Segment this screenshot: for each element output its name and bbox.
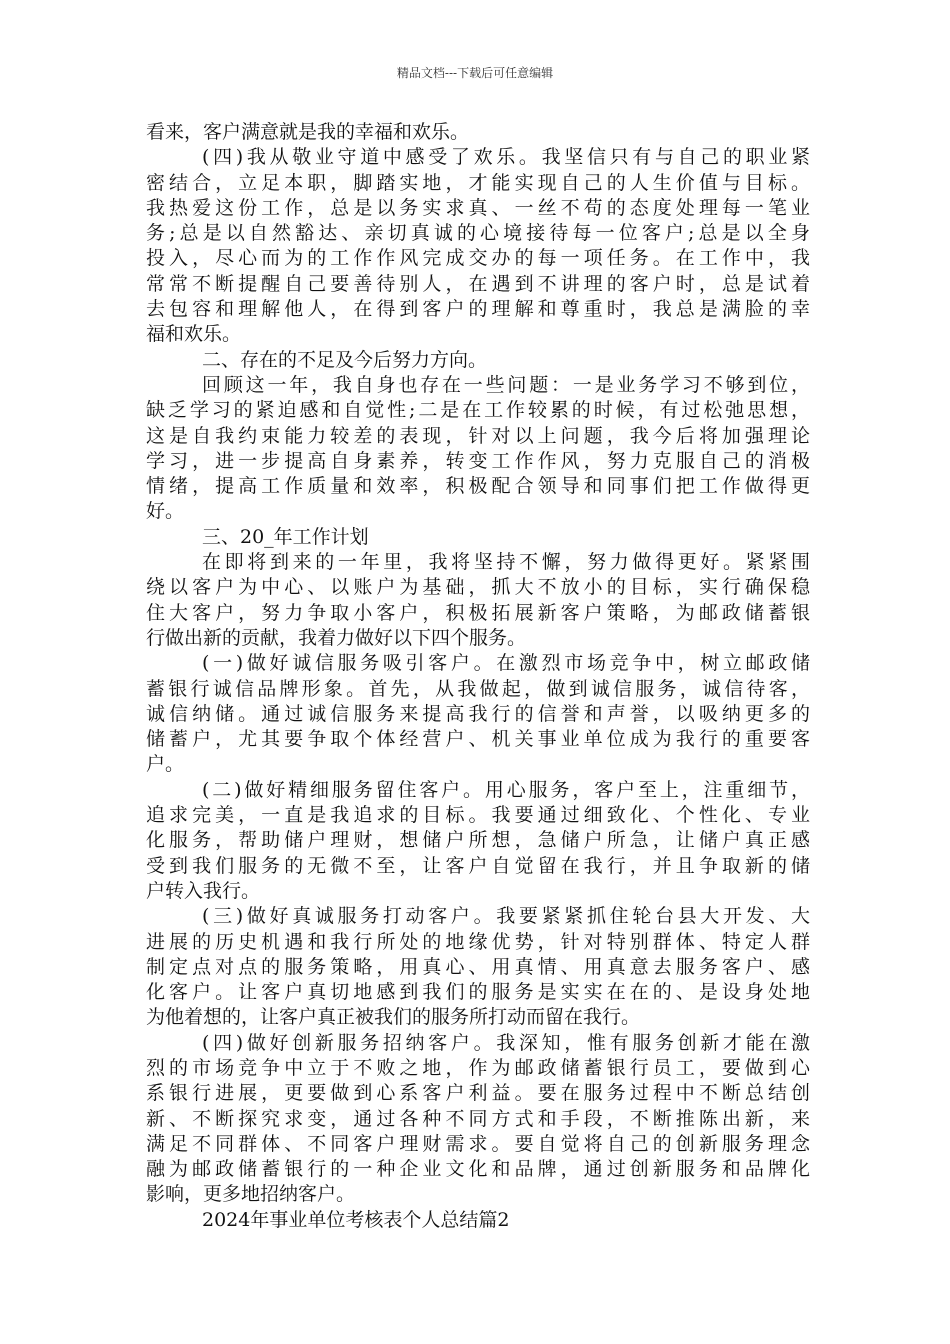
text-line: 户。 xyxy=(146,753,185,776)
text-line: 看来，客户满意就是我的幸福和欢乐。 xyxy=(146,121,470,143)
text-line: 绕以客户为中心、以账户为基础，抓大不放小的目标，实行确保稳 xyxy=(146,576,810,599)
text-line: 行做出新的贡献，我着力做好以下四个服务。 xyxy=(146,626,527,649)
document-body xyxy=(146,120,810,1233)
text-line: 二、存在的不足及今后努力方向。 xyxy=(202,348,488,371)
text-line: (一)做好诚信服务吸引客户。在激烈市场竞争中，树立邮政储 xyxy=(202,652,810,675)
text-line: (四)做好创新服务招纳客户。我深知，惟有服务创新才能在激 xyxy=(202,1031,810,1054)
text-line: 常常不断提醒自己要善待别人，在遇到不讲理的客户时，总是试着 xyxy=(146,272,810,295)
text-line: 烈的市场竞争中立于不败之地，作为邮政储蓄银行员工，要做到心 xyxy=(146,1056,810,1079)
text-line: 在即将到来的一年里，我将坚持不懈，努力做得更好。紧紧围 xyxy=(202,551,810,574)
text-line: 情绪，提高工作质量和效率，积极配合领导和同事们把工作做得更 xyxy=(146,475,810,498)
text-line: 户转入我行。 xyxy=(146,879,261,902)
text-line: 务;总是以自然豁达、亲切真诚的心境接待每一位客户;总是以全身 xyxy=(146,222,810,245)
text-line: 受到我们服务的无微不至，让客户自觉留在我行，并且争取新的储 xyxy=(146,854,810,877)
text-line: 投入，尽心而为的工作作风完成交办的每一项任务。在工作中，我 xyxy=(146,247,810,270)
text-line: (三)做好真诚服务打动客户。我要紧紧抓住轮台县大开发、大 xyxy=(202,905,810,928)
text-line: (四)我从敬业守道中感受了欢乐。我坚信只有与自己的职业紧 xyxy=(202,146,810,169)
text-line: 制定点对点的服务策略，用真心、用真情、用真意去服务客户、感 xyxy=(146,955,810,978)
text-line: 密结合，立足本职，脚踏实地，才能实现自己的人生价值与目标。 xyxy=(146,171,810,194)
text-line: 为他着想的，让客户真正被我们的服务所打动而留在我行。 xyxy=(146,1006,641,1029)
text-line: 影响，更多地招纳客户。 xyxy=(146,1183,356,1206)
text-line: 追求完美，一直是我追求的目标。我要通过细致化、个性化、专业 xyxy=(146,804,810,827)
text-line: 这是自我约束能力较差的表现，针对以上问题，我今后将加强理论 xyxy=(146,424,810,447)
text-line: 满足不同群体、不同客户理财需求。要自觉将自己的创新服务理念 xyxy=(146,1132,810,1155)
text-line: 蓄银行诚信品牌形象。首先，从我做起，做到诚信服务，诚信待客， xyxy=(146,677,810,700)
text-line: 系银行进展，更要做到心系客户利益。要在服务过程中不断总结创 xyxy=(146,1082,810,1105)
text-line: 储蓄户，尤其要争取个体经营户、机关事业单位成为我行的重要客 xyxy=(146,728,810,751)
text-line: 我热爱这份工作，总是以务实求真、一丝不苟的态度处理每一笔业 xyxy=(146,196,810,219)
text-line: 好。 xyxy=(146,500,185,523)
text-line: 回顾这一年，我自身也存在一些问题：一是业务学习不够到位， xyxy=(202,373,810,396)
text-line: 缺乏学习的紧迫感和自觉性;二是在工作较累的时候，有过松弛思想， xyxy=(146,399,810,422)
text-line: 住大客户，努力争取小客户，积极拓展新客户策略，为邮政储蓄银 xyxy=(146,601,810,624)
text-line: 化客户。让客户真切地感到我们的服务是实实在在的、是设身处地 xyxy=(146,981,810,1004)
text-line: 进展的历史机遇和我行所处的地缘优势，针对特别群体、特定人群 xyxy=(146,930,810,953)
page-header-note: 精品文档---下载后可任意编辑 xyxy=(396,66,554,80)
text-line: (二)做好精细服务留住客户。用心服务，客户至上，注重细节， xyxy=(202,778,810,801)
text-line: 去包容和理解他人，在得到客户的理解和尊重时，我总是满脸的幸 xyxy=(146,298,810,321)
text-line: 福和欢乐。 xyxy=(146,323,242,346)
text-line: 融为邮政储蓄银行的一种企业文化和品牌，通过创新服务和品牌化 xyxy=(146,1158,810,1181)
text-line: 化服务，帮助储户理财，想储户所想，急储户所急，让储户真正感 xyxy=(146,829,810,852)
text-line: 三、20_年工作计划 xyxy=(202,525,369,548)
text-line: 2024年事业单位考核表个人总结篇2 xyxy=(202,1208,510,1231)
text-line: 新、不断探究求变，通过各种不同方式和手段，不断推陈出新，来 xyxy=(146,1107,810,1130)
text-line: 诚信纳储。通过诚信服务来提高我行的信誉和声誉，以吸纳更多的 xyxy=(146,702,810,725)
text-line: 学习，进一步提高自身素养，转变工作作风，努力克服自己的消极 xyxy=(146,449,810,472)
